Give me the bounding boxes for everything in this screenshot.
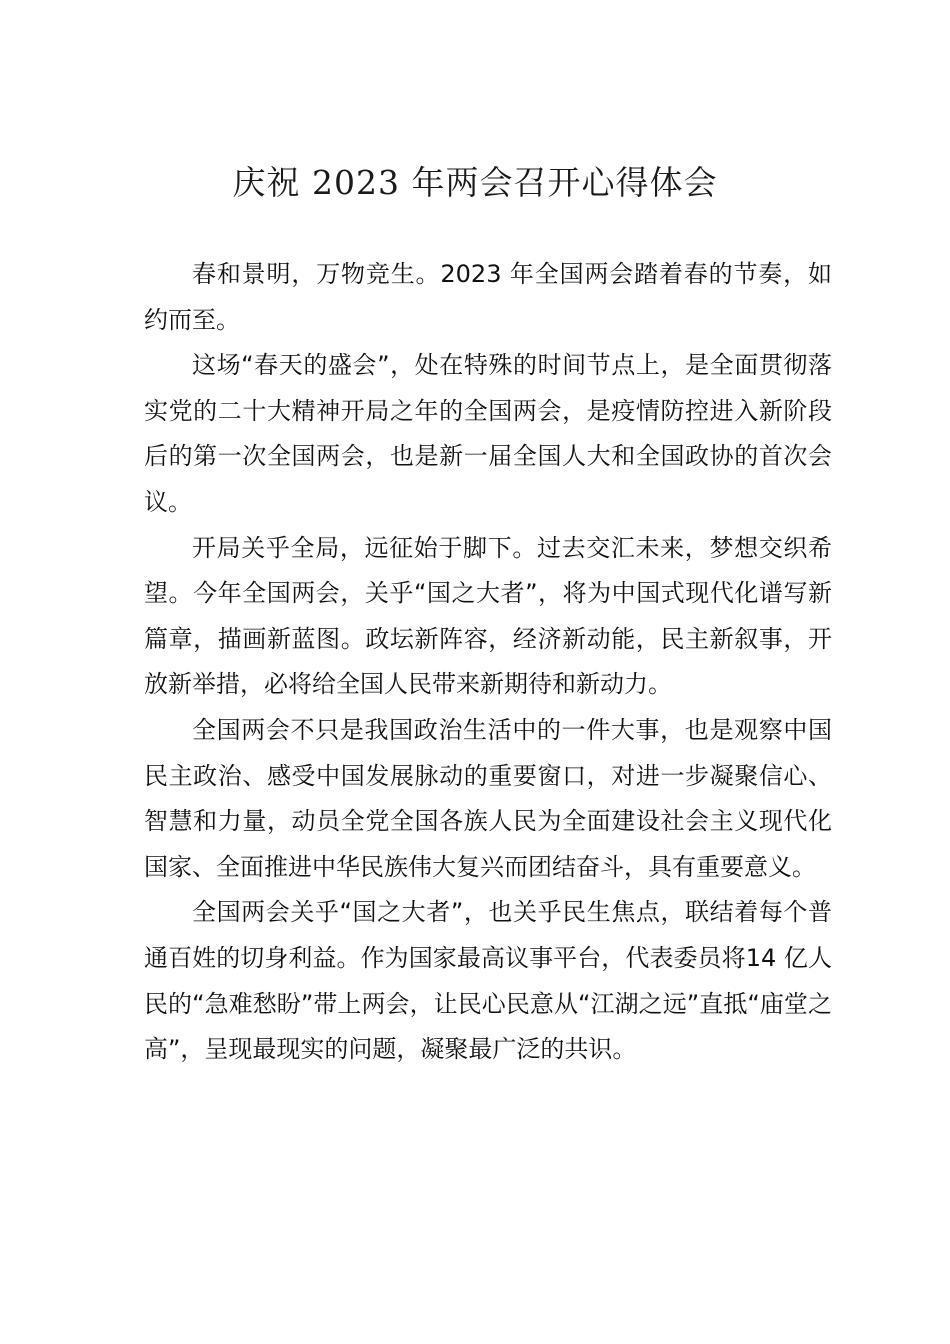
- document-body: [144, 252, 832, 1073]
- paragraph: 全国两会不只是我国政治生活中的一件大事，也是观察中国民主政治、感受中国发展脉动的重要窗口，对进一步凝聚信心、智慧和力量，动员全党全国各族人民为全面建设社会主义现代化国家、全面推进中华民族伟大复兴而团结奋斗，具有重要意义。: [144, 715, 832, 881]
- paragraph: 全国两会关乎“国之大者”，也关乎民生焦点，联结着每个普通百姓的切身利益。作为国家最高议事平台，代表委员将14 亿人民的“急难愁盼”带上两会，让民心民意从“江湖之远”直抵“庙堂之高”，呈现最现实的问题，凝聚最广泛的共识。: [144, 898, 832, 1064]
- paragraph: 开局关乎全局，远征始于脚下。过去交汇未来，梦想交织希望。今年全国两会，关乎“国之大者”，将为中国式现代化谱写新篇章，描画新蓝图。政坛新阵容，经济新动能，民主新叙事，开放新举措，必将给全国人民带来新期待和新动力。: [144, 533, 832, 699]
- paragraph: 春和景明，万物竞生。2023 年全国两会踏着春的节奏，如约而至。: [144, 260, 832, 334]
- document-title: 庆祝 2023 年两会召开心得体会: [232, 163, 718, 202]
- paragraph: 这场“春天的盛会”，处在特殊的时间节点上，是全面贯彻落实党的二十大精神开局之年的全国两会，是疫情防控进入新阶段后的第一次全国两会，也是新一届全国人大和全国政协的首次会议。: [144, 351, 832, 516]
